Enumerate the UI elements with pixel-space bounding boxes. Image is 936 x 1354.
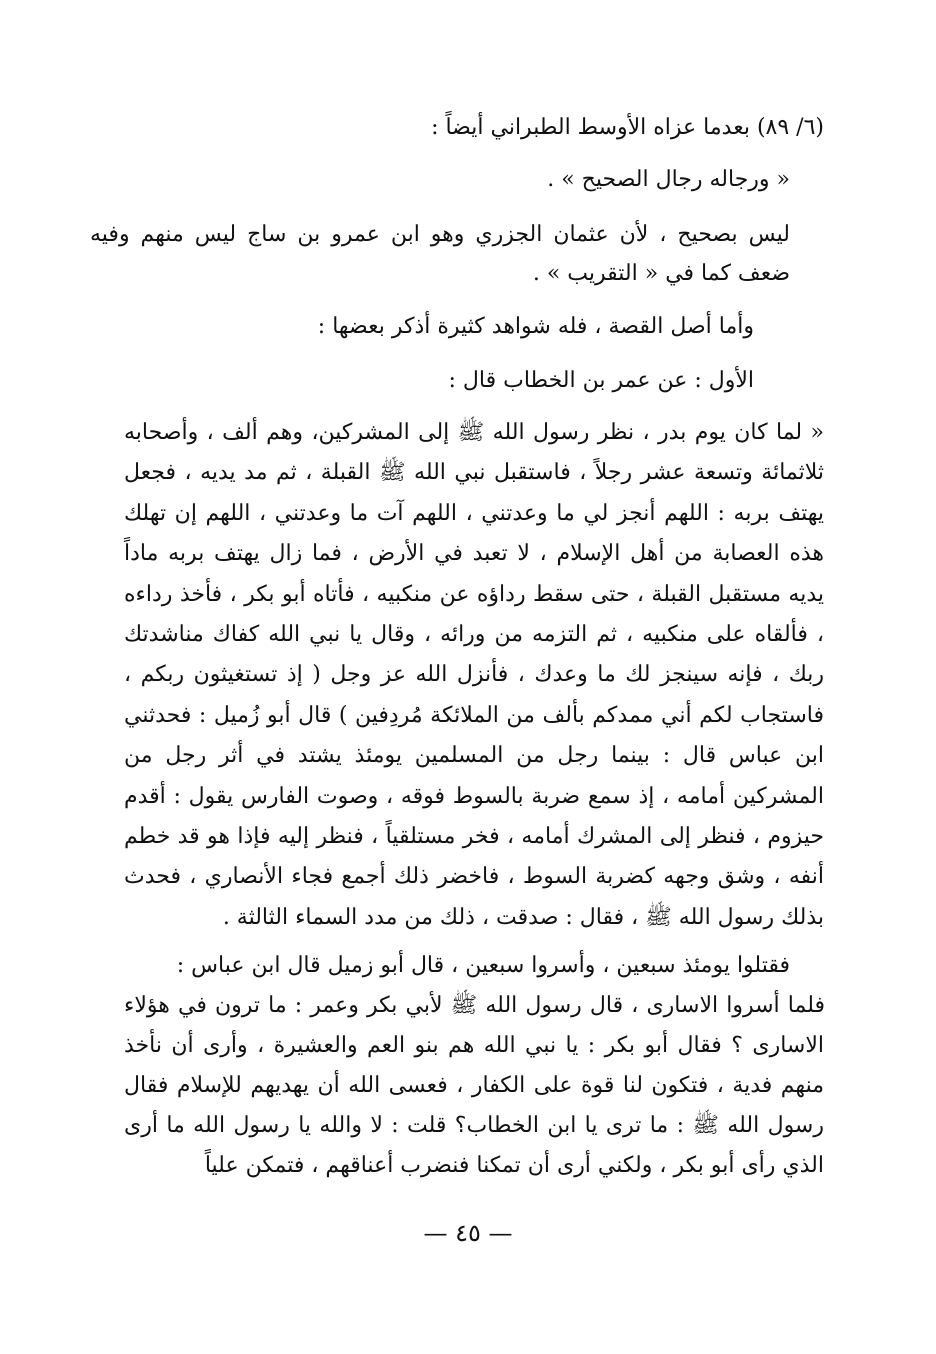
paragraph-reference: (٦/ ٨٩) بعدما عزاه الأوسط الطبراني أيضاً : xyxy=(431,115,824,140)
paragraph-captives-discussion: فلما أسروا الاسارى ، قال رسول الله ﷺ لأبي بكر وعمر : ما ترون في هؤلاء الاسارى ؟ فقال أبو بكر : يا نبي الله هم بنو العم والعشيرة ، وأرى أن نأخذ منهم فدية ، فتكون لنا قوة على الكفار ، فعسى الله أن يهديهم للإسلام فقال رسول الله ﷺ : ما ترى يا ابن الخطاب؟ قلت : لا والله يا رسول الله ما أرى الذي رأى أبو بكر ، ولكني أرى أن تمكنا فنضرب أعناقهم ، فتمكن علياً xyxy=(124,993,825,1178)
paragraph-hadith-badr: « لما كان يوم بدر ، نظر رسول الله ﷺ إلى المشركين، وهم ألف ، وأصحابه ثلاثمائة وتسعة عشر رجلاً ، فاستقبل نبي الله ﷺ القبلة ، ثم مد يديه ، فجعل يهتف بربه : اللهم أنجز لي ما وعدتني ، اللهم آت ما وعدتني ، اللهم إن تهلك هذه العصابة من أهل الإسلام ، لا تعبد في الأرض ، فما زال يهتف بربه ماداً يديه مستقبل القبلة ، حتى سقط رداؤه عن منكبيه ، فأتاه أبو بكر ، فأخذ رداءه ، فألقاه على منكبيه ، ثم التزمه من ورائه ، وقال يا نبي الله كفاك مناشدتك ربك ، فإنه سينجز لك ما وعدك ، فأنزل الله عز وجل ( إذ تستغيثون ربكم ، فاستجاب لكم أني ممدكم بألف من الملائكة مُردِفين ) قال أبو زُميل : فحدثني ابن عباس قال : بينما رجل من المسلمين يومئذ يشتد في أثر رجل من المشركين أمامه ، إذ سمع ضربة بالسوط فوقه ، وصوت الفارس يقول : أقدم حيزوم ، فنظر إلى المشرك أمامه ، فخر مستلقياً ، فنظر إليه فإذا هو قد خطم أنفه ، وشق وجهه كضربة السوط ، فاخضر ذلك أجمع فجاء الأنصاري ، فحدث بذلك رسول الله ﷺ ، فقال : صدقت ، ذلك من مدد السماء الثالثة . xyxy=(124,420,824,930)
page-number: — ٤٥ — xyxy=(423,1219,513,1247)
paragraph-captives-count: فقتلوا يومئذ سبعين ، وأسروا سبعين ، قال أبو زميل قال ابن عباس : xyxy=(176,953,790,978)
paragraph-critique: ليس بصحيح ، لأن عثمان الجزري وهو ابن عمرو بن ساج ليس منهم وفيه ضعف كما في « التقريب » . xyxy=(90,222,790,286)
paragraph-quote: « ورجاله رجال الصحيح » . xyxy=(547,167,790,192)
paragraph-first-witness: الأول : عن عمر بن الخطاب قال : xyxy=(448,368,754,393)
paragraph-story-origin: وأما أصل القصة ، فله شواهد كثيرة أذكر بعضها : xyxy=(317,314,754,339)
